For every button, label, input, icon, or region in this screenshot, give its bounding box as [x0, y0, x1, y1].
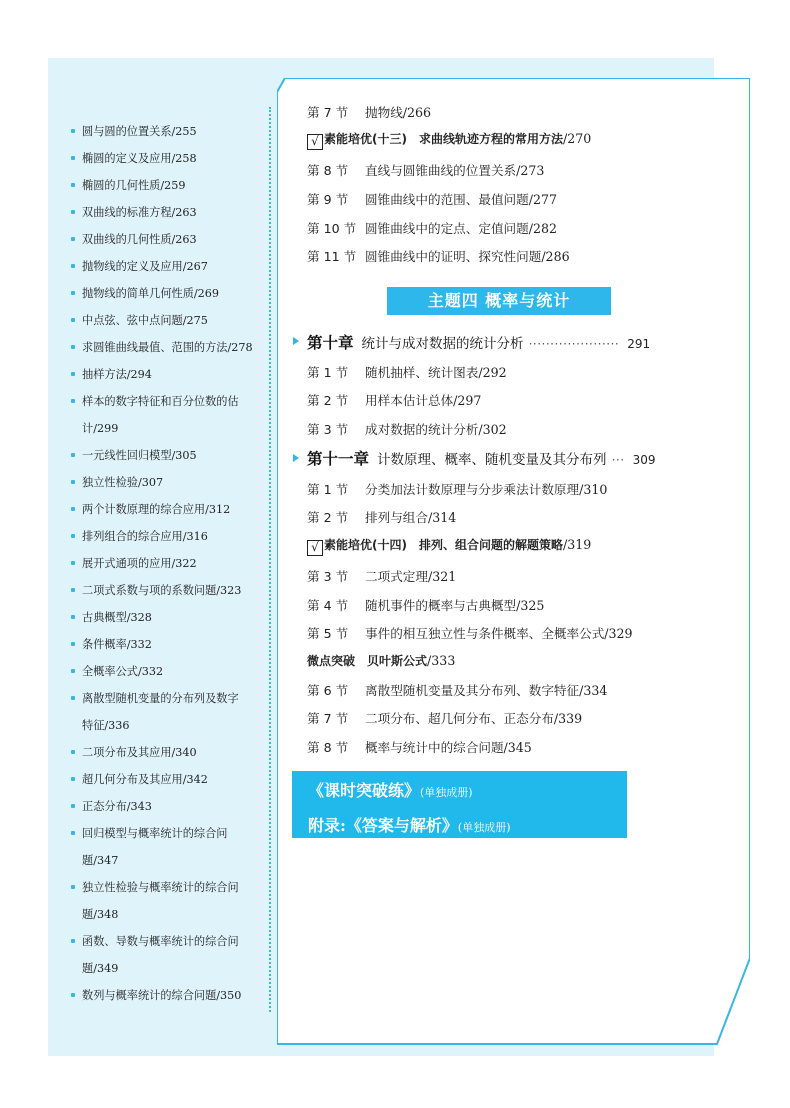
left-topic-item[interactable]: 古典概型/328 [70, 604, 270, 631]
left-topic-item[interactable]: 抽样方法/294 [70, 361, 270, 388]
toc-row[interactable] [307, 737, 532, 756]
toc-row[interactable] [307, 218, 557, 237]
section-title: 圆锥曲线中的证明、探究性问题/286 [365, 249, 570, 264]
chapter-title: 计数原理、概率、随机变量及其分布列 [377, 452, 607, 468]
toc-row[interactable] [307, 680, 607, 699]
left-topic-item[interactable]: 题/349 [82, 962, 119, 975]
chapter-page: 309 [632, 453, 656, 467]
toc-row[interactable] [307, 102, 431, 121]
special-title: 求曲线轨迹方程的常用方法 [419, 132, 564, 146]
leader-dots: ··· [611, 453, 625, 467]
practice-note: (单独成册) [420, 786, 473, 799]
left-topic-item[interactable]: 圆与圆的位置关系/255 [70, 118, 270, 145]
toc-row[interactable] [307, 246, 570, 265]
chapter-page: 291 [627, 337, 651, 351]
left-topic-item[interactable]: 计/299 [82, 422, 119, 435]
checkmark-icon: √ [307, 134, 323, 150]
chapter-arrow-icon [293, 337, 299, 345]
section-number: 第 9 节 [307, 192, 349, 207]
left-topic-item[interactable]: 独立性检验/307 [70, 469, 270, 496]
chapter-heading[interactable] [307, 447, 655, 469]
checkmark-icon: √ [307, 540, 323, 556]
leader-dots: ····················· [528, 337, 620, 351]
section-number: 第 3 节 [307, 422, 349, 437]
left-topic-item[interactable]: 椭圆的几何性质/259 [70, 172, 270, 199]
chapter-number: 第十一章 [307, 450, 370, 468]
chapter-arrow-icon [293, 454, 299, 462]
toc-row[interactable] [307, 623, 633, 642]
toc-row-special[interactable] [307, 536, 591, 556]
left-topic-item[interactable]: 抛物线的定义及应用/267 [70, 253, 270, 280]
left-topic-item[interactable]: 回归模型与概率统计的综合问 [70, 820, 270, 847]
toc-row-micro[interactable] [307, 652, 455, 669]
toc-row[interactable] [307, 595, 544, 614]
left-topic-item[interactable]: 特征/336 [82, 719, 130, 732]
left-topic-item[interactable]: 题/347 [82, 854, 119, 867]
supplement-line-1[interactable] [308, 778, 473, 801]
section-title: 概率与统计中的综合问题/345 [365, 740, 532, 755]
left-topic-item[interactable]: 排列组合的综合应用/316 [70, 523, 270, 550]
practice-title: 《课时突破练》 [308, 781, 421, 800]
chapter-heading[interactable] [307, 331, 650, 353]
section-number: 第 3 节 [307, 569, 349, 584]
left-topic-item[interactable]: 展开式通项的应用/322 [70, 550, 270, 577]
section-number: 第 6 节 [307, 683, 349, 698]
micro-title: 贝叶斯公式 [367, 654, 428, 668]
left-topic-item[interactable]: 一元线性回归模型/305 [70, 442, 270, 469]
left-topic-item[interactable]: 正态分布/343 [70, 793, 270, 820]
special-page: /270 [563, 131, 592, 146]
section-number: 第 7 节 [307, 105, 349, 120]
toc-row[interactable] [307, 419, 507, 438]
left-topic-item[interactable]: 条件概率/332 [70, 631, 270, 658]
left-topic-item[interactable]: 双曲线的标准方程/263 [70, 199, 270, 226]
section-number: 第 11 节 [307, 249, 357, 264]
supplement-box [292, 771, 627, 838]
section-title: 离散型随机变量及其分布列、数字特征/334 [365, 683, 608, 698]
left-topic-item[interactable]: 样本的数字特征和百分位数的估 [70, 388, 270, 415]
toc-row-special[interactable] [307, 130, 591, 150]
toc-row[interactable] [307, 708, 582, 727]
left-topic-item[interactable]: 椭圆的定义及应用/258 [70, 145, 270, 172]
section-title: 二项分布、超几何分布、正态分布/339 [365, 711, 583, 726]
toc-row[interactable] [307, 362, 507, 381]
section-number: 第 2 节 [307, 510, 349, 525]
appendix-note: (单独成册) [457, 821, 511, 834]
special-title: 排列、组合问题的解题策略 [419, 538, 564, 552]
section-number: 第 8 节 [307, 163, 349, 178]
toc-row[interactable] [307, 189, 557, 208]
toc-row[interactable] [307, 566, 456, 585]
section-title: 分类加法计数原理与分步乘法计数原理/310 [365, 482, 608, 497]
micro-page: /333 [427, 653, 456, 668]
supplement-line-2[interactable] [308, 813, 511, 836]
special-page: /319 [563, 537, 592, 552]
left-topic-item[interactable]: 抛物线的简单几何性质/269 [70, 280, 270, 307]
section-title: 用样本估计总体/297 [365, 393, 482, 408]
section-title: 排列与组合/314 [365, 510, 457, 525]
left-topic-item[interactable]: 双曲线的几何性质/263 [70, 226, 270, 253]
appendix-title: 附录:《答案与解析》 [308, 816, 458, 835]
left-topic-item[interactable]: 题/348 [82, 908, 119, 921]
left-topic-item[interactable]: 离散型随机变量的分布列及数字 [70, 685, 270, 712]
section-number: 第 5 节 [307, 626, 349, 641]
left-topic-item[interactable]: 独立性检验与概率统计的综合问 [70, 874, 270, 901]
left-topic-item[interactable]: 中点弦、弦中点问题/275 [70, 307, 270, 334]
toc-row[interactable] [307, 507, 456, 526]
toc-row[interactable] [307, 390, 481, 409]
left-topic-item[interactable]: 二项式系数与项的系数问题/323 [70, 577, 270, 604]
left-topic-item[interactable]: 两个计数原理的综合应用/312 [70, 496, 270, 523]
left-topic-item[interactable]: 超几何分布及其应用/342 [70, 766, 270, 793]
section-number: 第 8 节 [307, 740, 349, 755]
section-title: 二项式定理/321 [365, 569, 457, 584]
left-topic-item[interactable]: 函数、导数与概率统计的综合问 [70, 928, 270, 955]
section-title: 圆锥曲线中的定点、定值问题/282 [365, 221, 557, 236]
section-number: 第 10 节 [307, 221, 357, 236]
theme-banner: 主题四 概率与统计 [387, 287, 611, 315]
section-number: 第 4 节 [307, 598, 349, 613]
toc-row[interactable] [307, 479, 607, 498]
section-number: 第 7 节 [307, 711, 349, 726]
section-number: 第 2 节 [307, 393, 349, 408]
special-label: 素能培优(十四) [324, 538, 407, 552]
section-title: 随机抽样、统计图表/292 [365, 365, 507, 380]
special-label: 素能培优(十三) [324, 132, 407, 146]
section-number: 第 1 节 [307, 482, 349, 497]
chapter-number: 第十章 [307, 334, 354, 352]
micro-label: 微点突破 [307, 654, 356, 668]
section-title: 直线与圆锥曲线的位置关系/273 [365, 163, 545, 178]
section-number: 第 1 节 [307, 365, 349, 380]
toc-row[interactable] [307, 160, 544, 179]
section-title: 抛物线/266 [365, 105, 432, 120]
section-title: 成对数据的统计分析/302 [365, 422, 507, 437]
section-title: 圆锥曲线中的范围、最值问题/277 [365, 192, 557, 207]
left-topic-item[interactable]: 求圆锥曲线最值、范围的方法/278 [70, 334, 270, 361]
left-topic-item[interactable]: 数列与概率统计的综合问题/350 [70, 982, 270, 1009]
left-topic-item[interactable]: 二项分布及其应用/340 [70, 739, 270, 766]
left-topic-item[interactable]: 全概率公式/332 [70, 658, 270, 685]
chapter-title: 统计与成对数据的统计分析 [361, 336, 524, 352]
section-title: 随机事件的概率与古典概型/325 [365, 598, 545, 613]
section-title: 事件的相互独立性与条件概率、全概率公式/329 [365, 626, 633, 641]
left-topic-list [70, 118, 270, 1009]
